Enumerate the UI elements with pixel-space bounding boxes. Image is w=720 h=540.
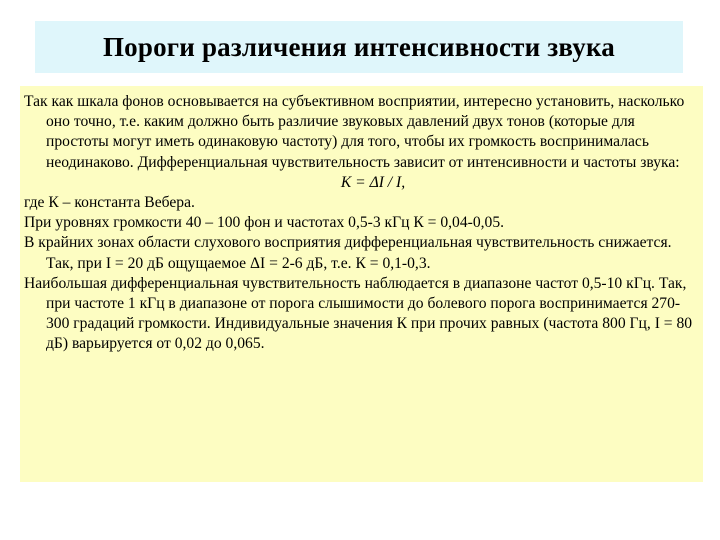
slide-title: Пороги различения интенсивности звука xyxy=(102,31,616,62)
content-panel xyxy=(20,86,703,482)
intro-paragraph: Так как шкала фонов основывается на субъективном восприятии, интересно установить, насколько оно точно, т.е. каким должно быть различие звуковых давлений двух тонов (которые для простоты могут иметь одинаковую частоту) для того, чтобы их громкость воспринималась неодинаково. Дифференциальная чувствительность зависит от интенсивности и частоты звука: xyxy=(24,93,685,171)
extreme-zones-paragraph: В крайних зонах области слухового восприятия дифференциальная чувствительность снижается. Так, при I = 20 дБ ощущаемое ΔI = 2-6 дБ, т.е. К = 0,1-0,3. xyxy=(24,234,672,272)
weber-formula xyxy=(24,173,700,193)
loudness-range-paragraph: При уровнях громкости 40 – 100 фон и частотах 0,5-3 кГц К = 0,04-0,05. xyxy=(24,214,505,232)
body-text xyxy=(24,92,700,355)
title-banner xyxy=(35,21,683,73)
max-sensitivity-paragraph: Наибольшая дифференциальная чувствительность наблюдается в диапазоне частот 0,5-10 кГц. Так, при частоте 1 кГц в диапазоне от порога слышимости до болевого порога воспринимается 270-300 градаций громкости. Индивидуальные значения К при прочих равных (частота 800 Гц, I = 80 дБ) варьируется от 0,02 до 0,065. xyxy=(24,274,693,353)
weber-constant-definition: где К – константа Вебера. xyxy=(24,194,195,212)
weber-formula-text: K = ΔI / I, xyxy=(340,173,406,191)
